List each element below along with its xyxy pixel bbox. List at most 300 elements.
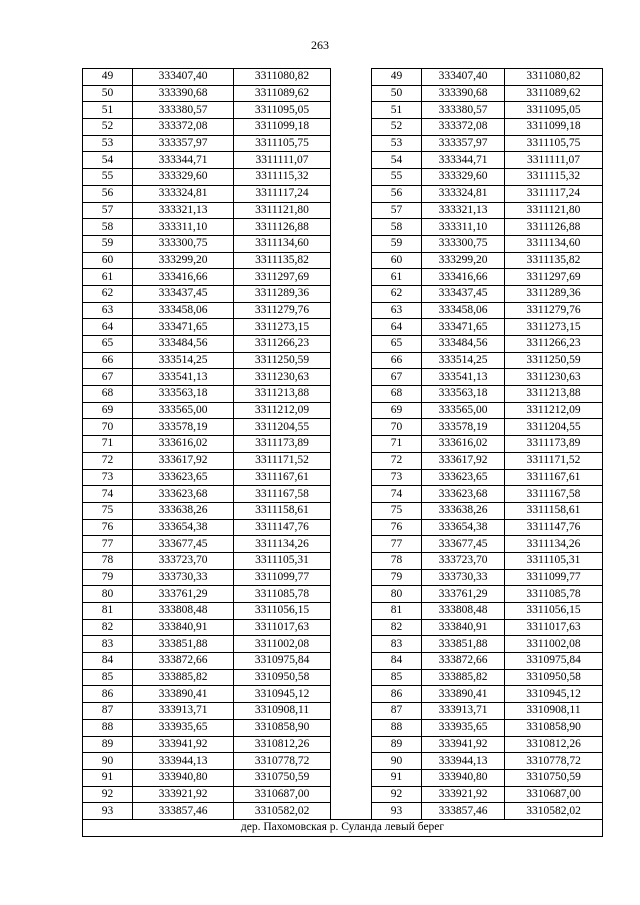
right-x-coordinate-cell: 333578,19	[422, 419, 505, 436]
right-y-coordinate-cell: 3311085,78	[505, 586, 603, 603]
left-point-number-cell: 69	[83, 402, 133, 419]
column-gap	[331, 536, 372, 553]
right-y-coordinate-cell: 3311147,76	[505, 519, 603, 536]
column-gap	[331, 302, 372, 319]
right-x-coordinate-cell: 333407,40	[422, 69, 505, 86]
table-row	[83, 686, 603, 703]
right-y-coordinate-cell: 3311115,32	[505, 169, 603, 186]
left-point-number-cell: 83	[83, 636, 133, 653]
table-row	[83, 552, 603, 569]
right-y-coordinate-cell: 3311080,82	[505, 69, 603, 86]
table-row	[83, 369, 603, 386]
left-point-number-cell: 85	[83, 669, 133, 686]
right-point-number-cell: 73	[372, 469, 422, 486]
right-x-coordinate-cell: 333921,92	[422, 786, 505, 803]
left-point-number-cell: 59	[83, 235, 133, 252]
left-x-coordinate-cell: 333299,20	[133, 252, 234, 269]
right-x-coordinate-cell: 333437,45	[422, 285, 505, 302]
left-y-coordinate-cell: 3311111,07	[234, 152, 331, 169]
left-x-coordinate-cell: 333723,70	[133, 552, 234, 569]
table-row	[83, 402, 603, 419]
table-row	[83, 69, 603, 86]
left-y-coordinate-cell: 3311135,82	[234, 252, 331, 269]
right-y-coordinate-cell: 3311134,60	[505, 235, 603, 252]
left-y-coordinate-cell: 3311279,76	[234, 302, 331, 319]
left-y-coordinate-cell: 3310778,72	[234, 753, 331, 770]
left-x-coordinate-cell: 333407,40	[133, 69, 234, 86]
table-row	[83, 202, 603, 219]
table-row	[83, 653, 603, 670]
left-x-coordinate-cell: 333458,06	[133, 302, 234, 319]
right-point-number-cell: 84	[372, 653, 422, 670]
left-point-number-cell: 54	[83, 152, 133, 169]
column-gap	[331, 469, 372, 486]
right-x-coordinate-cell: 333565,00	[422, 402, 505, 419]
left-y-coordinate-cell: 3311289,36	[234, 285, 331, 302]
right-x-coordinate-cell: 333311,10	[422, 219, 505, 236]
column-gap	[331, 786, 372, 803]
table-row	[83, 252, 603, 269]
table-row	[83, 803, 603, 820]
left-y-coordinate-cell: 3311105,31	[234, 552, 331, 569]
column-gap	[331, 69, 372, 86]
right-y-coordinate-cell: 3311158,61	[505, 502, 603, 519]
column-gap	[331, 402, 372, 419]
column-gap	[331, 169, 372, 186]
column-gap	[331, 569, 372, 586]
right-y-coordinate-cell: 3311167,58	[505, 486, 603, 503]
right-point-number-cell: 91	[372, 769, 422, 786]
left-x-coordinate-cell: 333380,57	[133, 102, 234, 119]
left-y-coordinate-cell: 3311212,09	[234, 402, 331, 419]
right-y-coordinate-cell: 3310687,00	[505, 786, 603, 803]
right-y-coordinate-cell: 3311135,82	[505, 252, 603, 269]
table-row	[83, 469, 603, 486]
right-y-coordinate-cell: 3311204,55	[505, 419, 603, 436]
left-point-number-cell: 93	[83, 803, 133, 820]
left-x-coordinate-cell: 333623,68	[133, 486, 234, 503]
column-gap	[331, 319, 372, 336]
column-gap	[331, 619, 372, 636]
left-y-coordinate-cell: 3310750,59	[234, 769, 331, 786]
left-y-coordinate-cell: 3311080,82	[234, 69, 331, 86]
left-y-coordinate-cell: 3311266,23	[234, 336, 331, 353]
table-row	[83, 619, 603, 636]
left-x-coordinate-cell: 333321,13	[133, 202, 234, 219]
column-gap	[331, 436, 372, 453]
left-point-number-cell: 76	[83, 519, 133, 536]
page-number: 263	[311, 38, 329, 52]
table-row	[83, 603, 603, 620]
right-y-coordinate-cell: 3311167,61	[505, 469, 603, 486]
right-point-number-cell: 71	[372, 436, 422, 453]
left-x-coordinate-cell: 333935,65	[133, 719, 234, 736]
table-row	[83, 85, 603, 102]
table-row	[83, 235, 603, 252]
left-point-number-cell: 84	[83, 653, 133, 670]
column-gap	[331, 669, 372, 686]
left-x-coordinate-cell: 333944,13	[133, 753, 234, 770]
left-point-number-cell: 92	[83, 786, 133, 803]
right-x-coordinate-cell: 333940,80	[422, 769, 505, 786]
right-y-coordinate-cell: 3311230,63	[505, 369, 603, 386]
column-gap	[331, 219, 372, 236]
column-gap	[331, 185, 372, 202]
right-x-coordinate-cell: 333484,56	[422, 336, 505, 353]
left-point-number-cell: 89	[83, 736, 133, 753]
right-point-number-cell: 54	[372, 152, 422, 169]
left-point-number-cell: 74	[83, 486, 133, 503]
left-y-coordinate-cell: 3311095,05	[234, 102, 331, 119]
left-y-coordinate-cell: 3311158,61	[234, 502, 331, 519]
column-gap	[331, 369, 372, 386]
left-x-coordinate-cell: 333329,60	[133, 169, 234, 186]
table-row	[83, 703, 603, 720]
table-row	[83, 219, 603, 236]
right-x-coordinate-cell: 333563,18	[422, 386, 505, 403]
table-row	[83, 135, 603, 152]
right-y-coordinate-cell: 3311099,77	[505, 569, 603, 586]
coordinates-table	[82, 68, 603, 837]
left-point-number-cell: 53	[83, 135, 133, 152]
table-row	[83, 119, 603, 136]
right-x-coordinate-cell: 333872,66	[422, 653, 505, 670]
right-point-number-cell: 76	[372, 519, 422, 536]
column-gap	[331, 753, 372, 770]
left-point-number-cell: 80	[83, 586, 133, 603]
right-x-coordinate-cell: 333623,65	[422, 469, 505, 486]
right-x-coordinate-cell: 333730,33	[422, 569, 505, 586]
column-gap	[331, 486, 372, 503]
right-x-coordinate-cell: 333761,29	[422, 586, 505, 603]
left-x-coordinate-cell: 333885,82	[133, 669, 234, 686]
table-row	[83, 669, 603, 686]
left-point-number-cell: 60	[83, 252, 133, 269]
column-gap	[331, 703, 372, 720]
right-point-number-cell: 60	[372, 252, 422, 269]
right-x-coordinate-cell: 333329,60	[422, 169, 505, 186]
left-point-number-cell: 49	[83, 69, 133, 86]
right-point-number-cell: 67	[372, 369, 422, 386]
right-y-coordinate-cell: 3311171,52	[505, 452, 603, 469]
left-y-coordinate-cell: 3311230,63	[234, 369, 331, 386]
table-footer-row	[83, 819, 603, 836]
right-x-coordinate-cell: 333935,65	[422, 719, 505, 736]
table-row	[83, 536, 603, 553]
right-y-coordinate-cell: 3311297,69	[505, 269, 603, 286]
left-point-number-cell: 52	[83, 119, 133, 136]
right-point-number-cell: 55	[372, 169, 422, 186]
right-y-coordinate-cell: 3310908,11	[505, 703, 603, 720]
left-y-coordinate-cell: 3311117,24	[234, 185, 331, 202]
right-point-number-cell: 90	[372, 753, 422, 770]
left-point-number-cell: 79	[83, 569, 133, 586]
left-x-coordinate-cell: 333372,08	[133, 119, 234, 136]
column-gap	[331, 452, 372, 469]
location-caption: дер. Пахомовская р. Суланда левый берег	[83, 819, 603, 836]
right-x-coordinate-cell: 333677,45	[422, 536, 505, 553]
right-y-coordinate-cell: 3311002,08	[505, 636, 603, 653]
left-point-number-cell: 68	[83, 386, 133, 403]
left-y-coordinate-cell: 3311099,77	[234, 569, 331, 586]
column-gap	[331, 552, 372, 569]
left-y-coordinate-cell: 3311089,62	[234, 85, 331, 102]
right-y-coordinate-cell: 3311121,80	[505, 202, 603, 219]
right-point-number-cell: 72	[372, 452, 422, 469]
right-x-coordinate-cell: 333941,92	[422, 736, 505, 753]
left-y-coordinate-cell: 3311173,89	[234, 436, 331, 453]
left-x-coordinate-cell: 333578,19	[133, 419, 234, 436]
left-y-coordinate-cell: 3310858,90	[234, 719, 331, 736]
right-y-coordinate-cell: 3311105,75	[505, 135, 603, 152]
right-point-number-cell: 61	[372, 269, 422, 286]
right-x-coordinate-cell: 333380,57	[422, 102, 505, 119]
left-point-number-cell: 87	[83, 703, 133, 720]
right-point-number-cell: 75	[372, 502, 422, 519]
left-y-coordinate-cell: 3310582,02	[234, 803, 331, 820]
left-point-number-cell: 88	[83, 719, 133, 736]
left-x-coordinate-cell: 333808,48	[133, 603, 234, 620]
right-point-number-cell: 93	[372, 803, 422, 820]
table-row	[83, 519, 603, 536]
left-x-coordinate-cell: 333941,92	[133, 736, 234, 753]
column-gap	[331, 85, 372, 102]
left-x-coordinate-cell: 333654,38	[133, 519, 234, 536]
right-x-coordinate-cell: 333623,68	[422, 486, 505, 503]
table-row	[83, 336, 603, 353]
left-y-coordinate-cell: 3311085,78	[234, 586, 331, 603]
left-y-coordinate-cell: 3311147,76	[234, 519, 331, 536]
left-y-coordinate-cell: 3310945,12	[234, 686, 331, 703]
left-x-coordinate-cell: 333300,75	[133, 235, 234, 252]
left-x-coordinate-cell: 333565,00	[133, 402, 234, 419]
right-x-coordinate-cell: 333344,71	[422, 152, 505, 169]
right-x-coordinate-cell: 333372,08	[422, 119, 505, 136]
left-y-coordinate-cell: 3311250,59	[234, 352, 331, 369]
right-y-coordinate-cell: 3311056,15	[505, 603, 603, 620]
right-point-number-cell: 78	[372, 552, 422, 569]
right-y-coordinate-cell: 3311273,15	[505, 319, 603, 336]
left-y-coordinate-cell: 3311204,55	[234, 419, 331, 436]
right-point-number-cell: 92	[372, 786, 422, 803]
right-y-coordinate-cell: 3311105,31	[505, 552, 603, 569]
left-point-number-cell: 70	[83, 419, 133, 436]
right-x-coordinate-cell: 333885,82	[422, 669, 505, 686]
left-x-coordinate-cell: 333616,02	[133, 436, 234, 453]
column-gap	[331, 352, 372, 369]
right-point-number-cell: 59	[372, 235, 422, 252]
left-x-coordinate-cell: 333563,18	[133, 386, 234, 403]
left-x-coordinate-cell: 333623,65	[133, 469, 234, 486]
table-row	[83, 419, 603, 436]
column-gap	[331, 252, 372, 269]
left-y-coordinate-cell: 3310687,00	[234, 786, 331, 803]
coordinates-table-body	[83, 69, 603, 837]
right-x-coordinate-cell: 333808,48	[422, 603, 505, 620]
left-y-coordinate-cell: 3311213,88	[234, 386, 331, 403]
left-point-number-cell: 51	[83, 102, 133, 119]
right-y-coordinate-cell: 3310582,02	[505, 803, 603, 820]
right-x-coordinate-cell: 333357,97	[422, 135, 505, 152]
column-gap	[331, 102, 372, 119]
right-x-coordinate-cell: 333541,13	[422, 369, 505, 386]
left-point-number-cell: 82	[83, 619, 133, 636]
left-point-number-cell: 62	[83, 285, 133, 302]
right-y-coordinate-cell: 3310945,12	[505, 686, 603, 703]
right-y-coordinate-cell: 3311266,23	[505, 336, 603, 353]
table-row	[83, 152, 603, 169]
table-row	[83, 486, 603, 503]
right-y-coordinate-cell: 3310858,90	[505, 719, 603, 736]
left-x-coordinate-cell: 333437,45	[133, 285, 234, 302]
left-y-coordinate-cell: 3311115,32	[234, 169, 331, 186]
left-point-number-cell: 71	[83, 436, 133, 453]
column-gap	[331, 686, 372, 703]
left-point-number-cell: 64	[83, 319, 133, 336]
left-point-number-cell: 65	[83, 336, 133, 353]
column-gap	[331, 135, 372, 152]
left-point-number-cell: 90	[83, 753, 133, 770]
right-x-coordinate-cell: 333638,26	[422, 502, 505, 519]
column-gap	[331, 502, 372, 519]
column-gap	[331, 586, 372, 603]
left-point-number-cell: 63	[83, 302, 133, 319]
left-y-coordinate-cell: 3311056,15	[234, 603, 331, 620]
left-point-number-cell: 57	[83, 202, 133, 219]
column-gap	[331, 719, 372, 736]
right-y-coordinate-cell: 3311134,26	[505, 536, 603, 553]
right-y-coordinate-cell: 3311089,62	[505, 85, 603, 102]
column-gap	[331, 653, 372, 670]
left-x-coordinate-cell: 333913,71	[133, 703, 234, 720]
left-x-coordinate-cell: 333872,66	[133, 653, 234, 670]
right-point-number-cell: 56	[372, 185, 422, 202]
right-y-coordinate-cell: 3310975,84	[505, 653, 603, 670]
right-y-coordinate-cell: 3311212,09	[505, 402, 603, 419]
table-row	[83, 352, 603, 369]
right-y-coordinate-cell: 3310750,59	[505, 769, 603, 786]
left-x-coordinate-cell: 333484,56	[133, 336, 234, 353]
right-y-coordinate-cell: 3311017,63	[505, 619, 603, 636]
left-x-coordinate-cell: 333857,46	[133, 803, 234, 820]
left-point-number-cell: 86	[83, 686, 133, 703]
left-x-coordinate-cell: 333851,88	[133, 636, 234, 653]
right-x-coordinate-cell: 333913,71	[422, 703, 505, 720]
left-y-coordinate-cell: 3311126,88	[234, 219, 331, 236]
left-point-number-cell: 50	[83, 85, 133, 102]
right-y-coordinate-cell: 3311213,88	[505, 386, 603, 403]
left-y-coordinate-cell: 3311105,75	[234, 135, 331, 152]
right-point-number-cell: 68	[372, 386, 422, 403]
table-row	[83, 102, 603, 119]
table-row	[83, 502, 603, 519]
right-x-coordinate-cell: 333617,92	[422, 452, 505, 469]
left-x-coordinate-cell: 333840,91	[133, 619, 234, 636]
left-y-coordinate-cell: 3311167,61	[234, 469, 331, 486]
right-x-coordinate-cell: 333471,65	[422, 319, 505, 336]
left-point-number-cell: 58	[83, 219, 133, 236]
column-gap	[331, 202, 372, 219]
left-x-coordinate-cell: 333940,80	[133, 769, 234, 786]
left-x-coordinate-cell: 333638,26	[133, 502, 234, 519]
right-x-coordinate-cell: 333390,68	[422, 85, 505, 102]
table-row	[83, 169, 603, 186]
right-y-coordinate-cell: 3311117,24	[505, 185, 603, 202]
right-point-number-cell: 57	[372, 202, 422, 219]
column-gap	[331, 519, 372, 536]
left-point-number-cell: 77	[83, 536, 133, 553]
table-row	[83, 386, 603, 403]
left-x-coordinate-cell: 333541,13	[133, 369, 234, 386]
right-x-coordinate-cell: 333840,91	[422, 619, 505, 636]
left-point-number-cell: 78	[83, 552, 133, 569]
table-row	[83, 319, 603, 336]
right-point-number-cell: 70	[372, 419, 422, 436]
left-point-number-cell: 56	[83, 185, 133, 202]
right-x-coordinate-cell: 333458,06	[422, 302, 505, 319]
left-y-coordinate-cell: 3310950,58	[234, 669, 331, 686]
right-point-number-cell: 88	[372, 719, 422, 736]
left-y-coordinate-cell: 3311297,69	[234, 269, 331, 286]
left-x-coordinate-cell: 333471,65	[133, 319, 234, 336]
right-point-number-cell: 62	[372, 285, 422, 302]
column-gap	[331, 736, 372, 753]
right-point-number-cell: 58	[372, 219, 422, 236]
left-y-coordinate-cell: 3311167,58	[234, 486, 331, 503]
left-x-coordinate-cell: 333890,41	[133, 686, 234, 703]
right-x-coordinate-cell: 333324,81	[422, 185, 505, 202]
right-point-number-cell: 83	[372, 636, 422, 653]
right-x-coordinate-cell: 333416,66	[422, 269, 505, 286]
left-point-number-cell: 67	[83, 369, 133, 386]
left-point-number-cell: 61	[83, 269, 133, 286]
left-y-coordinate-cell: 3311134,26	[234, 536, 331, 553]
left-x-coordinate-cell: 333514,25	[133, 352, 234, 369]
right-y-coordinate-cell: 3311111,07	[505, 152, 603, 169]
right-point-number-cell: 51	[372, 102, 422, 119]
right-y-coordinate-cell: 3310950,58	[505, 669, 603, 686]
table-row	[83, 185, 603, 202]
column-gap	[331, 419, 372, 436]
right-point-number-cell: 79	[372, 569, 422, 586]
right-x-coordinate-cell: 333654,38	[422, 519, 505, 536]
left-point-number-cell: 55	[83, 169, 133, 186]
left-y-coordinate-cell: 3310812,26	[234, 736, 331, 753]
table-row	[83, 569, 603, 586]
right-x-coordinate-cell: 333857,46	[422, 803, 505, 820]
right-x-coordinate-cell: 333890,41	[422, 686, 505, 703]
right-x-coordinate-cell: 333944,13	[422, 753, 505, 770]
left-point-number-cell: 75	[83, 502, 133, 519]
left-x-coordinate-cell: 333324,81	[133, 185, 234, 202]
right-point-number-cell: 77	[372, 536, 422, 553]
right-point-number-cell: 65	[372, 336, 422, 353]
table-row	[83, 436, 603, 453]
right-point-number-cell: 63	[372, 302, 422, 319]
left-y-coordinate-cell: 3311273,15	[234, 319, 331, 336]
right-x-coordinate-cell: 333300,75	[422, 235, 505, 252]
column-gap	[331, 119, 372, 136]
right-point-number-cell: 66	[372, 352, 422, 369]
right-point-number-cell: 85	[372, 669, 422, 686]
right-point-number-cell: 89	[372, 736, 422, 753]
right-point-number-cell: 64	[372, 319, 422, 336]
right-point-number-cell: 53	[372, 135, 422, 152]
right-y-coordinate-cell: 3311279,76	[505, 302, 603, 319]
table-row	[83, 636, 603, 653]
right-point-number-cell: 87	[372, 703, 422, 720]
left-x-coordinate-cell: 333730,33	[133, 569, 234, 586]
